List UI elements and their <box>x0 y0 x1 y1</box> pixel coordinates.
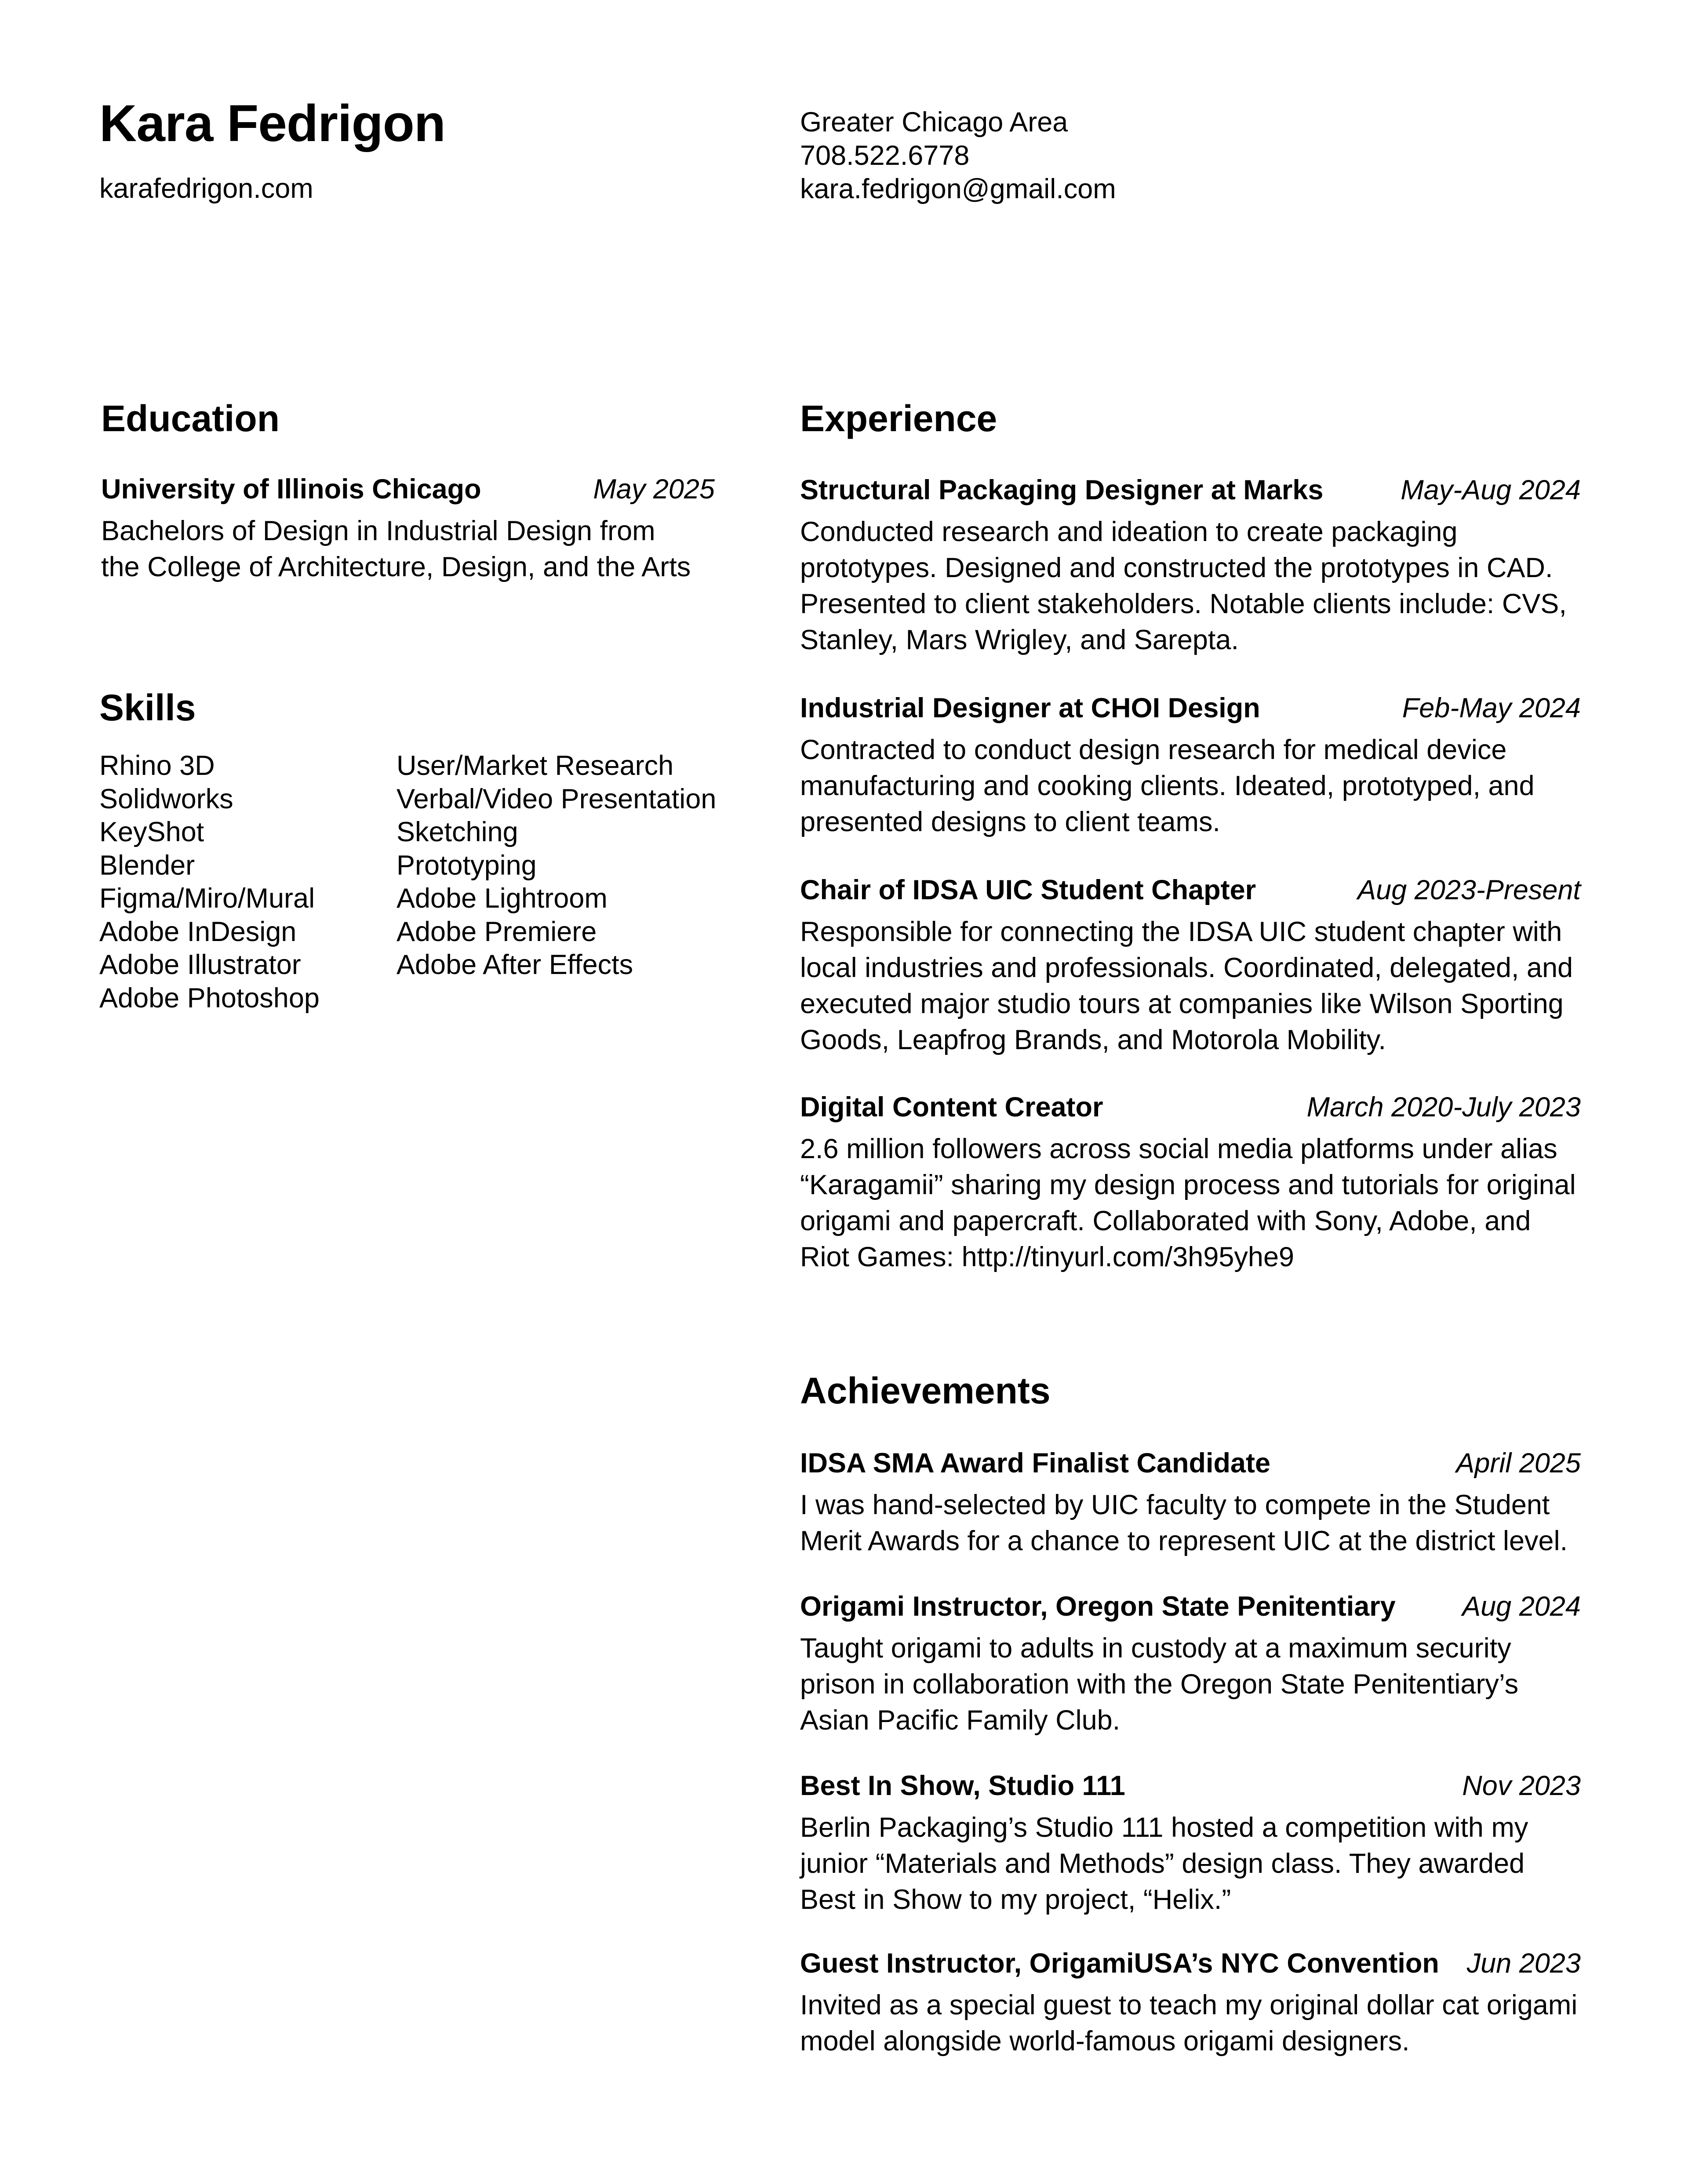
experience-line: Responsible for connecting the IDSA UIC student chapter with <box>800 916 1562 947</box>
experience-line: origami and papercraft. Collaborated with Sony, Adobe, and <box>800 1206 1531 1236</box>
education-heading: Education <box>101 398 280 439</box>
experience-line: “Karagamii” sharing my design process and tutorials for original <box>800 1170 1576 1200</box>
phone-number[interactable]: 708.522.6778 <box>800 140 970 171</box>
experience-line: Conducted research and ideation to create packaging <box>800 516 1458 547</box>
experience-line: presented designs to client teams. <box>800 807 1221 837</box>
skill-item: Adobe Lightroom <box>397 883 608 914</box>
experience-date: March 2020-July 2023 <box>1306 1092 1581 1123</box>
achievement-line: Merit Awards for a chance to represent UIC at the district level. <box>800 1526 1568 1556</box>
contact-block <box>800 105 1116 206</box>
achievement-description <box>800 1810 1581 1918</box>
experience-entry <box>800 1094 1581 1275</box>
skill-item: Rhino 3D <box>99 750 215 781</box>
experience-entry <box>800 876 1581 1058</box>
achievement-entry-header <box>800 1593 1581 1621</box>
achievement-line: Berlin Packaging’s Studio 111 hosted a competition with my <box>800 1812 1528 1843</box>
experience-description <box>800 1131 1581 1275</box>
skill-item: Adobe InDesign <box>99 916 297 947</box>
education-entry <box>101 476 715 585</box>
education-description <box>101 513 715 585</box>
education-date: May 2025 <box>593 474 715 505</box>
experience-heading: Experience <box>800 398 997 439</box>
skill-item: Adobe Premiere <box>397 916 597 947</box>
achievement-entry <box>800 1593 1581 1738</box>
experience-entry-header <box>800 876 1581 904</box>
achievement-date: Aug 2024 <box>1462 1591 1581 1622</box>
achievement-line: Asian Pacific Family Club. <box>800 1705 1120 1736</box>
skills-column-1 <box>99 749 320 1015</box>
experience-date: Feb-May 2024 <box>1402 693 1581 723</box>
achievement-line: junior “Materials and Methods” design class. They awarded <box>800 1848 1525 1879</box>
achievement-entry <box>800 1450 1581 1559</box>
experience-title: Chair of IDSA UIC Student Chapter <box>800 875 1256 905</box>
skill-item: Adobe Photoshop <box>99 982 320 1014</box>
experience-line: 2.6 million followers across social media platforms under alias <box>800 1134 1557 1164</box>
achievement-description <box>800 1630 1581 1738</box>
achievement-line: prison in collaboration with the Oregon State Penitentiary’s <box>800 1669 1519 1700</box>
experience-line: Stanley, Mars Wrigley, and Sarepta. <box>800 625 1239 655</box>
achievement-line: Invited as a special guest to teach my original dollar cat origami <box>800 1990 1578 2020</box>
experience-description <box>800 514 1581 658</box>
experience-date: May-Aug 2024 <box>1401 475 1581 505</box>
experience-entry-header <box>800 476 1581 504</box>
achievement-date: Jun 2023 <box>1466 1948 1581 1979</box>
resume-name: Kara Fedrigon <box>99 94 445 153</box>
achievement-entry <box>800 1772 1581 1918</box>
website-link[interactable]: karafedrigon.com <box>99 173 313 204</box>
experience-description <box>800 732 1581 840</box>
experience-title: Structural Packaging Designer at Marks <box>800 475 1324 505</box>
experience-entry <box>800 694 1581 840</box>
achievement-line: Taught origami to adults in custody at a maximum security <box>800 1633 1511 1664</box>
education-school: University of Illinois Chicago <box>101 474 481 505</box>
achievement-title: Origami Instructor, Oregon State Penitentiary <box>800 1591 1396 1622</box>
experience-description <box>800 914 1581 1058</box>
experience-line: local industries and professionals. Coordinated, delegated, and <box>800 952 1573 983</box>
experience-line: Presented to client stakeholders. Notable clients include: CVS, <box>800 589 1567 619</box>
experience-title: Industrial Designer at CHOI Design <box>800 693 1260 723</box>
achievement-title: IDSA SMA Award Finalist Candidate <box>800 1448 1270 1479</box>
experience-title: Digital Content Creator <box>800 1092 1103 1123</box>
achievement-date: Nov 2023 <box>1462 1770 1581 1801</box>
achievement-line: model alongside world-famous origami designers. <box>800 2026 1410 2057</box>
experience-line: Contracted to conduct design research for medical device <box>800 734 1507 765</box>
experience-date: Aug 2023-Present <box>1357 875 1581 905</box>
achievement-description <box>800 1487 1581 1559</box>
skill-item: Verbal/Video Presentation <box>397 783 717 814</box>
skills-heading: Skills <box>99 687 196 728</box>
experience-line: prototypes. Designed and constructed the prototypes in CAD. <box>800 552 1553 583</box>
experience-line: Goods, Leapfrog Brands, and Motorola Mobility. <box>800 1025 1386 1055</box>
email-address[interactable]: kara.fedrigon@gmail.com <box>800 174 1116 204</box>
skill-item: Adobe After Effects <box>397 949 633 980</box>
experience-entry <box>800 476 1581 658</box>
education-entry-header <box>101 476 715 503</box>
experience-line: executed major studio tours at companies like Wilson Sporting <box>800 988 1564 1019</box>
achievement-date: April 2025 <box>1456 1448 1581 1479</box>
experience-entry-header <box>800 1094 1581 1121</box>
skill-item: Prototyping <box>397 850 537 881</box>
experience-entry-header <box>800 694 1581 722</box>
education-line: the College of Architecture, Design, and the Arts <box>101 552 691 582</box>
skill-item: Figma/Miro/Mural <box>99 883 315 914</box>
skill-item: User/Market Research <box>397 750 674 781</box>
achievement-description <box>800 1987 1581 2059</box>
experience-line: manufacturing and cooking clients. Ideated, prototyped, and <box>800 770 1535 801</box>
skills-column-2 <box>397 749 716 982</box>
skill-item: Solidworks <box>99 783 233 814</box>
skill-item: Blender <box>99 850 195 881</box>
achievement-entry-header <box>800 1950 1581 1977</box>
achievement-entry-header <box>800 1450 1581 1477</box>
achievement-line: Best in Show to my project, “Helix.” <box>800 1884 1231 1915</box>
achievement-entry-header <box>800 1772 1581 1800</box>
skill-item: Sketching <box>397 817 518 847</box>
achievement-title: Best In Show, Studio 111 <box>800 1770 1125 1801</box>
education-line: Bachelors of Design in Industrial Design from <box>101 516 655 546</box>
experience-line: Riot Games: http://tinyurl.com/3h95yhe9 <box>800 1242 1295 1272</box>
achievements-heading: Achievements <box>800 1370 1051 1411</box>
achievement-line: I was hand-selected by UIC faculty to compete in the Student <box>800 1490 1550 1520</box>
skill-item: KeyShot <box>99 817 204 847</box>
achievement-title: Guest Instructor, OrigamiUSA’s NYC Convention <box>800 1948 1439 1979</box>
location-text: Greater Chicago Area <box>800 107 1068 138</box>
achievement-entry <box>800 1950 1581 2059</box>
skill-item: Adobe Illustrator <box>99 949 301 980</box>
